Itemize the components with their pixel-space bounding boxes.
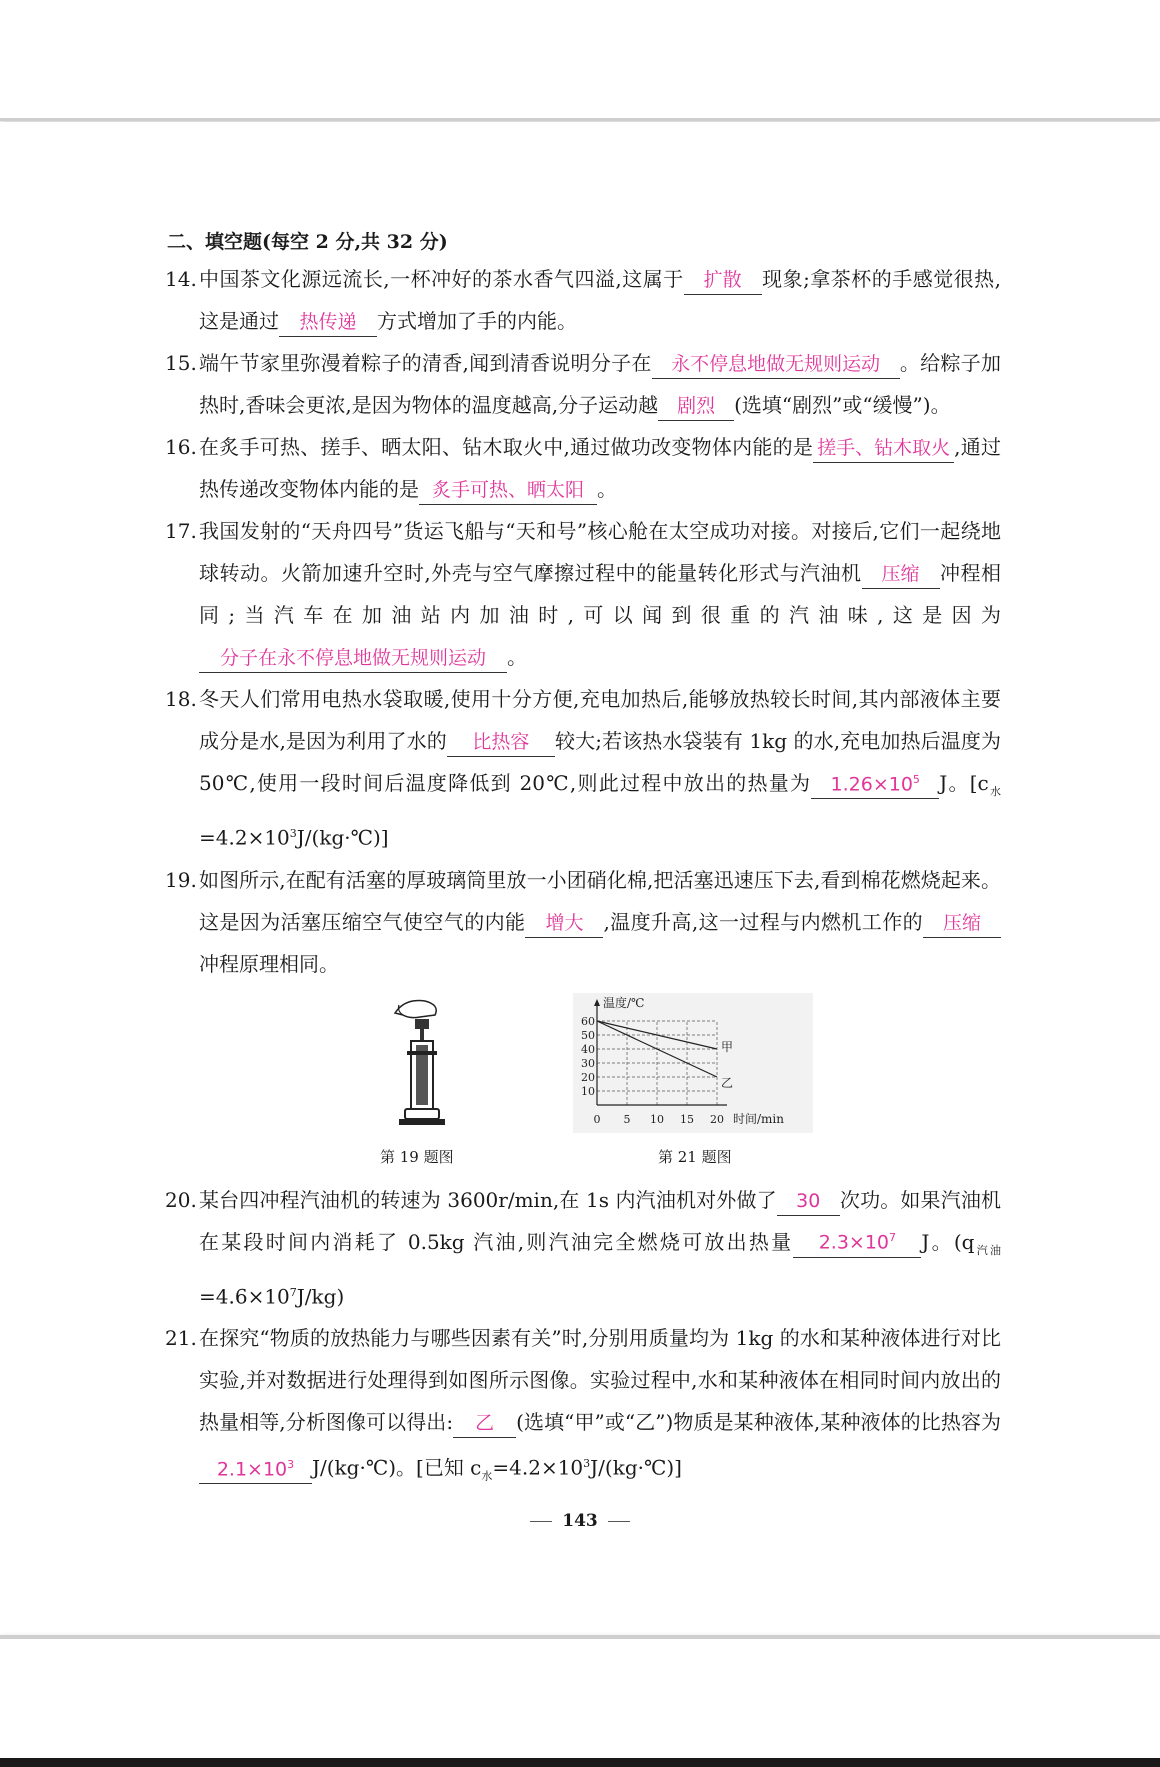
y-tick-label: 50 <box>581 1028 595 1042</box>
question-text: =4.2×10 <box>492 1455 584 1480</box>
viewer-bottom-area <box>0 1639 1160 1758</box>
question-text: 次功。如果汽油机在某段时间内消耗了 0.5kg 汽油,则汽油完全燃烧可放出热量 <box>199 1187 1002 1254</box>
answer-blank: 热传递 <box>279 308 377 337</box>
piston-cylinder-figure <box>365 993 485 1133</box>
question-body <box>199 1179 1001 1318</box>
dash-right <box>608 1521 630 1522</box>
question-19 <box>165 859 1001 985</box>
question-text: J。(q <box>921 1229 975 1254</box>
question-number: 19. <box>165 867 197 892</box>
y-tick-label: 40 <box>581 1042 595 1056</box>
exponent: 3 <box>583 1457 591 1471</box>
question-text: (选填“甲”或“乙”)物质是某种液体,某种液体的比热容为 <box>516 1410 1001 1435</box>
answer-blank: 增大 <box>525 909 603 938</box>
question-text: =4.6×10 <box>199 1284 290 1309</box>
question-text: ,温度升高,这一过程与内燃机工作的 <box>603 909 924 934</box>
question-text: 端午节家里弥漫着粽子的清香,闻到清香说明分子在 <box>199 351 652 375</box>
figure-21-caption: 第 21 题图 <box>658 1147 732 1166</box>
answer-blank <box>199 1451 312 1484</box>
question-text: 。给粽子加热时,香味会更浓,是因为物体的温度越高,分子运动越 <box>199 351 1002 417</box>
x-tick-label: 20 <box>710 1112 724 1126</box>
question-text: J。[c <box>939 771 989 795</box>
x-axis-label: 时间/min <box>733 1111 784 1126</box>
question-text: ,通过热传递改变物体内能的是 <box>199 435 1001 501</box>
question-16 <box>165 426 1001 510</box>
question-body <box>199 258 1001 342</box>
question-18 <box>165 678 1001 859</box>
answer-blank: 乙 <box>453 1409 516 1438</box>
exponent: 7 <box>289 1285 297 1299</box>
answer-blank: 剧烈 <box>658 392 734 421</box>
answer-blank: 比热容 <box>447 728 555 757</box>
question-body <box>199 510 1001 678</box>
answer-exponent: 3 <box>287 1457 295 1471</box>
x-tick-label: 5 <box>623 1112 631 1126</box>
question-number: 17. <box>165 519 197 543</box>
question-body <box>199 678 1001 859</box>
question-body <box>199 342 1001 426</box>
question-text: 在探究“物质的放热能力与哪些因素有关”时,分别用质量均为 1kg 的水和某种液体进行对比实验,并对数据进行处理得到如图所示图像。实验过程中,水和某种液体在相同时间内放出的热量相等,分析图像可以得出: <box>199 1326 1001 1435</box>
answer-text: 2.1×10 <box>216 1457 288 1480</box>
question-number: 14. <box>165 267 197 291</box>
y-tick-label: 10 <box>581 1084 595 1098</box>
answer-blank: 搓手、钻木取火 <box>813 434 954 463</box>
y-tick-label: 30 <box>581 1056 595 1070</box>
subscript: 汽油 <box>974 1243 1002 1257</box>
x-tick-label: 15 <box>680 1112 694 1126</box>
question-text: 冬天人们常用电热水袋取暖,使用十分方便,充电加热后,能够放热较长时间,其内部液体主要成分是水,是因为利用了水的 <box>199 687 1001 753</box>
x-tick-label: 10 <box>650 1112 664 1126</box>
question-text: J/(kg·℃)] <box>296 825 389 850</box>
y-tick-label: 20 <box>581 1070 595 1084</box>
question-15 <box>165 342 1001 426</box>
question-text: 方式增加了手的内能。 <box>377 309 577 333</box>
question-text: J/(kg·℃)] <box>590 1455 682 1480</box>
subscript: 水 <box>481 1469 493 1483</box>
answer-blank: 永不停息地做无规则运动 <box>652 350 900 379</box>
question-text: J/kg) <box>296 1284 345 1309</box>
question-body <box>199 1317 1001 1498</box>
answer-blank <box>811 766 939 799</box>
temperature-time-chart <box>573 993 813 1133</box>
question-text: 冲程相同;当汽车在加油站内加油时,可以闻到很重的汽油味,这是因为 <box>199 561 1002 627</box>
figures-row <box>165 993 1001 1173</box>
page-number <box>0 1511 1160 1531</box>
answer-blank <box>793 1224 921 1257</box>
question-text: (选填“剧烈”或“缓慢”)。 <box>734 393 951 417</box>
answer-blank: 30 <box>777 1187 840 1216</box>
y-axis-label: 温度/℃ <box>603 995 645 1010</box>
question-text: 如图所示,在配有活塞的厚玻璃筒里放一小团硝化棉,把活塞迅速压下去,看到棉花燃烧起来。这是因为活塞压缩空气使空气的内能 <box>199 867 1001 934</box>
viewer-bottom-bar <box>0 1758 1160 1767</box>
question-number: 21. <box>165 1326 197 1351</box>
question-body <box>199 859 1001 985</box>
question-number: 15. <box>165 351 197 375</box>
page-number-text: 143 <box>562 1511 598 1531</box>
question-text: 我国发射的“天舟四号”货运飞船与“天和号”核心舱在太空成功对接。对接后,它们一起绕地球转动。火箭加速升空时,外壳与空气摩擦过程中的能量转化形式与汽油机 <box>199 519 1001 585</box>
series-label: 乙 <box>721 1075 734 1090</box>
dash-left <box>530 1521 552 1522</box>
question-20 <box>165 1179 1001 1318</box>
question-21 <box>165 1317 1001 1498</box>
question-content <box>165 226 1001 1498</box>
question-14 <box>165 258 1001 342</box>
answer-blank: 炙手可热、晒太阳 <box>419 476 597 505</box>
question-text: =4.2×10 <box>199 825 290 850</box>
figure-19-caption: 第 19 题图 <box>380 1147 454 1166</box>
x-tick-label: 0 <box>593 1112 601 1126</box>
answer-blank: 分子在永不停息地做无规则运动 <box>199 644 507 673</box>
answer-blank: 压缩 <box>923 909 1001 938</box>
question-number: 20. <box>165 1187 197 1212</box>
question-number: 18. <box>165 687 197 711</box>
question-number: 16. <box>165 435 197 459</box>
question-17 <box>165 510 1001 678</box>
question-text: 中国茶文化源远流长,一杯冲好的茶水香气四溢,这属于 <box>199 267 684 291</box>
question-text: 较大;若该热水袋装有 1kg 的水,充电加热后温度为 50℃,使用一段时间后温度降低到 20℃,则此过程中放出的热量为 <box>199 729 1001 795</box>
viewer-top-bar <box>0 0 1160 121</box>
question-text: 现象;拿茶杯的手感觉很热,这是通过 <box>199 267 1001 333</box>
question-text: 。 <box>597 477 617 501</box>
answer-exponent: 7 <box>889 1231 897 1245</box>
subscript: 水 <box>988 785 1001 798</box>
question-text: 冲程原理相同。 <box>199 951 339 976</box>
series-label: 甲 <box>721 1039 734 1054</box>
answer-blank: 压缩 <box>862 560 940 589</box>
answer-blank: 扩散 <box>684 266 762 295</box>
section-title: 二、填空题(每空 2 分,共 32 分) <box>167 231 448 253</box>
answer-text: 2.3×10 <box>818 1231 890 1254</box>
question-text: J/(kg·℃)。[已知 c <box>312 1455 482 1480</box>
question-body <box>199 426 1001 510</box>
question-text: 某台四冲程汽油机的转速为 3600r/min,在 1s 内汽油机对外做了 <box>199 1187 777 1212</box>
question-text: 在炙手可热、搓手、晒太阳、钻木取火中,通过做功改变物体内能的是 <box>199 435 814 459</box>
y-tick-label: 60 <box>581 1014 595 1028</box>
question-text: 。 <box>507 645 527 669</box>
answer-text: 1.26×10 <box>830 773 913 795</box>
answer-exponent: 5 <box>912 772 920 786</box>
exponent: 3 <box>289 827 297 840</box>
